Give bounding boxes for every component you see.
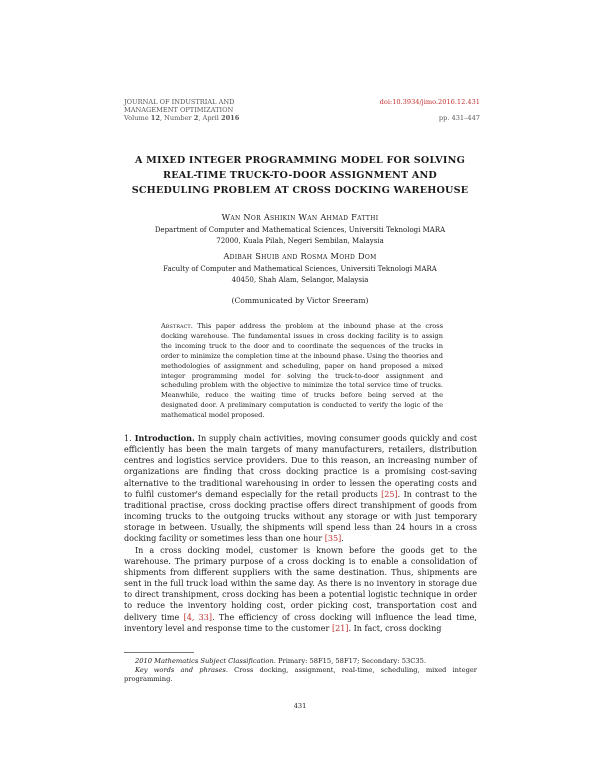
title-line2: REAL-TIME TRUCK-TO-DOOR ASSIGNMENT AND	[163, 170, 437, 181]
page-range: pp. 431–447	[438, 114, 480, 122]
communicated-by: (Communicated by Victor Sreeram)	[231, 296, 369, 305]
author-1-affiliation: Department of Computer and Mathematical Sciences, Universiti Teknologi MARA 72000, Kuala Pilah, Negeri Sembilan, Malaysia	[154, 226, 446, 245]
journal-name-line1: JOURNAL OF INDUSTRIAL AND	[124, 98, 235, 106]
journal-header	[124, 98, 294, 122]
volume-info: Volume 12, Number 2, April 2016	[124, 114, 240, 122]
title-line3: SCHEDULING PROBLEM AT CROSS DOCKING WAREHOUSE	[131, 185, 469, 196]
introduction-section	[124, 433, 477, 634]
keywords: Key words and phrases. Cross docking, assignment, real-time, scheduling, mixed integer programming.	[124, 666, 477, 684]
abstract-text: This paper address the problem at the inbound phase at the cross docking warehouse. The fundamental issues in cross docking facility is to assign the incoming truck to the door and to coordinate the sequences of the trucks in order to minimize the completion time at the inbound phase. Using the theories and methodologies of assignment and scheduling, paper on hand proposed a mixed integer programming model for solving the truck-to-door assignment and scheduling problem with the objective to minimize the total service time of trucks. Meanwhile, reduce the waiting time of trucks before being served at the designated door. A preliminary computation is conducted to verify the logic of the mathematical model proposed.	[161, 322, 444, 420]
citation-link[interactable]: [35]	[324, 534, 342, 544]
citation-link[interactable]: [4, 33]	[183, 612, 213, 622]
citation-link[interactable]: [25]	[381, 489, 398, 499]
msc-classification: 2010 Mathematics Subject Classification. Primary: 58F15, 58F17; Secondary: 53C35.	[135, 657, 426, 665]
footnote	[124, 657, 477, 685]
journal-name-line2: MANAGEMENT OPTIMIZATION	[124, 106, 234, 114]
page-number: 431	[293, 702, 307, 710]
intro-paragraph-1: 1. Introduction. In supply chain activities, moving consumer goods quickly and cost efficiently has been the main targets of many manufacturers, retailers, distribution centres and logistics service providers. Due to this reason, an increasing number of organizations are finding that cross docking practice is a promising cost-saving alternative to the traditional warehousing in order to lessen the operating costs and to fulfil customer's demand especially for the retail products [25]. In contrast to the traditional practise, cross docking practise offers direct transhipment of goods from incoming trucks to the outgoing trucks without any storage or with just temporary storage in between. Usually, the shipments will spend less than 24 hours in a cross docking facility or sometimes less than one hour [35].	[124, 433, 478, 544]
author-2-names: Adibah Shuib and Rosma Mohd Dom	[223, 251, 377, 261]
doi-header	[380, 98, 480, 122]
footnote-rule	[124, 652, 194, 653]
section-heading: Introduction.	[134, 433, 195, 443]
abstract	[161, 322, 443, 421]
abstract-label: Abstract.	[161, 322, 193, 330]
author-2-affiliation: Faculty of Computer and Mathematical Sciences, Universiti Teknologi MARA 40450, Shah Alam, Selangor, Malaysia	[163, 265, 437, 284]
title-line1: A MIXED INTEGER PROGRAMMING MODEL FOR SOLVING	[135, 155, 465, 166]
doi-link[interactable]: doi:10.3934/jimo.2016.12.431	[379, 98, 480, 106]
citation-link[interactable]: [21]	[331, 623, 349, 633]
paper-title	[100, 153, 500, 198]
author-1-name: Wan Nor Ashikin Wan Ahmad Fatthi	[221, 212, 379, 222]
intro-paragraph-2: In a cross docking model, customer is known before the goods get to the warehouse. The primary purpose of a cross docking is to enable a consolidation of shipments from different suppliers with the same destination. Thus, shipments are sent in the full truck load within the same day. As there is no inventory in storage due to direct transhipment, cross docking has been a potential logistic technique in order to reduce the inventory holding cost, order picking cost, transportation cost and delivery time [4, 33]. The efficiency of cross docking will influence the lead time, inventory level and response time to the customer [21]. In fact, cross docking	[124, 545, 477, 633]
